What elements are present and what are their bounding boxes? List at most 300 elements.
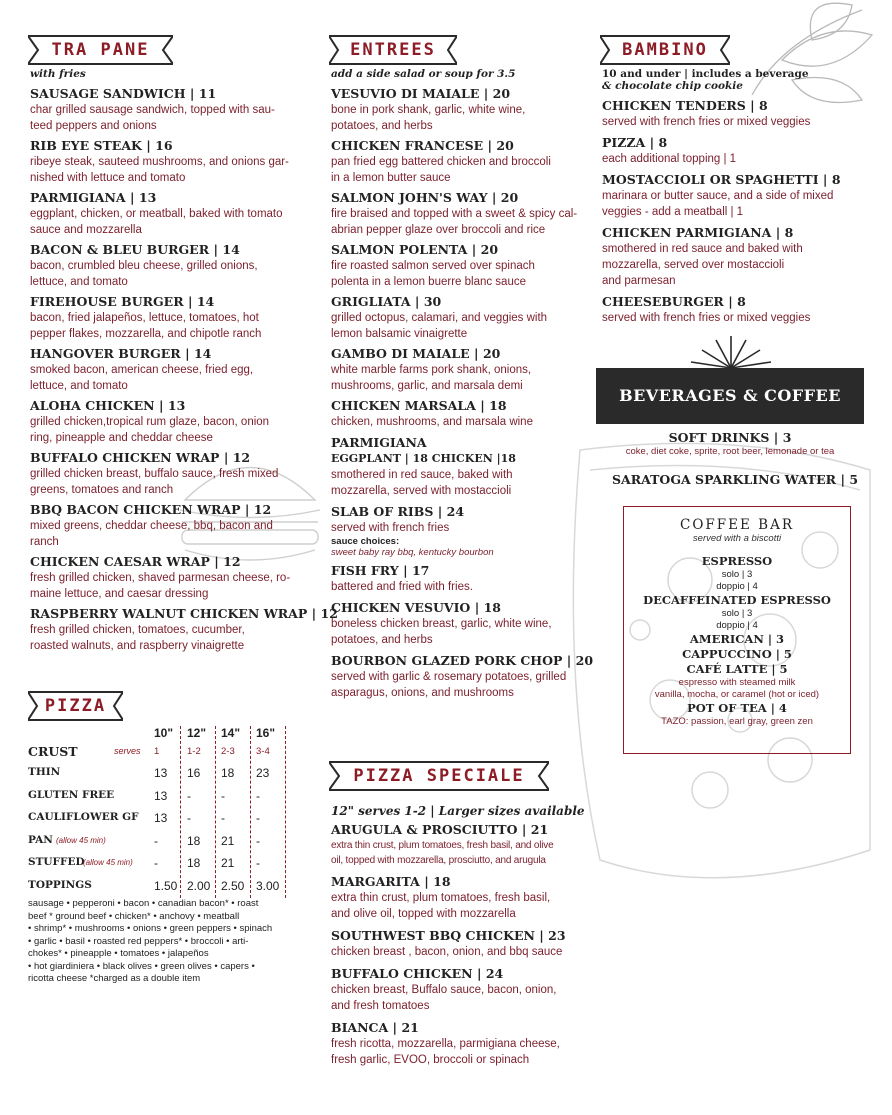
decaf-name: DECAFFEINATED ESPRESSO: [643, 593, 831, 607]
item-price: | 5: [840, 472, 859, 487]
item-desc: served with garlic & rosemary potatoes, grilled: [331, 671, 567, 683]
tea-name: POT OF TEA | 4: [687, 701, 787, 715]
menu-item: [331, 822, 593, 868]
item-desc: polenta in a lemon buerre blanc sauce: [331, 276, 526, 288]
item-title: CHICKEN MARSALA: [331, 398, 476, 413]
beverages-title: BEVERAGES & COFFEE: [619, 386, 841, 405]
size-14: 14": [221, 726, 241, 740]
column-divider: [250, 726, 251, 898]
item-title: VESUVIO DI MAIALE: [331, 86, 480, 101]
item-name: [602, 172, 877, 188]
soft-drinks-desc: coke, diet coke, sprite, root beer, lemonade or tea: [625, 446, 835, 457]
pizza-price: -: [187, 811, 191, 825]
item-price: | 11: [189, 86, 217, 101]
pizza-price: 18: [187, 833, 201, 848]
item-desc: served with french fries: [331, 522, 450, 534]
tra-pane-section: [30, 68, 338, 654]
item-title: CHICKEN PARMIGIANA: [602, 225, 772, 240]
item-name: [30, 554, 315, 570]
item-desc: teed peppers and onions: [30, 120, 157, 132]
toppings-list: [28, 898, 318, 986]
item-desc: ring, pineapple and cheddar cheese: [30, 432, 213, 444]
pizza-price: 2.00: [187, 878, 211, 893]
espresso-solo: solo | 3: [721, 569, 753, 580]
item-name: [30, 502, 315, 518]
item-desc: eggplant, chicken, or meatball, baked with tomato: [30, 208, 283, 220]
item-desc: and olive oil, topped with mozzarella: [331, 908, 516, 920]
item-price: | 24: [476, 966, 504, 981]
item-name: [30, 450, 315, 466]
item-desc: fresh ricotta, mozzarella, parmigiana cheese,: [331, 1038, 560, 1050]
item-desc: veggies - add a meatball | 1: [602, 206, 744, 218]
pizza-row-name: THIN: [28, 766, 61, 778]
pizza-price: -: [256, 856, 260, 870]
item-desc: smothered in red sauce, baked with: [331, 469, 513, 481]
soft-drinks: [596, 430, 864, 457]
item-desc: pepper flakes, mozzarella, and chipotle ranch: [30, 328, 262, 340]
item-title: CHEESEBURGER: [602, 294, 724, 309]
item-name: [331, 346, 596, 362]
item-title: BIANCA: [331, 1020, 389, 1035]
item-desc: nished with lettuce and tomato: [30, 172, 186, 184]
pizza-price: -: [154, 856, 158, 870]
item-desc: ranch: [30, 536, 59, 548]
item-desc: oil, topped with mozzarella, prosciutto, and arugula: [331, 855, 546, 866]
decaf-doppio: doppio | 4: [716, 620, 758, 631]
latte-desc-2: vanilla, mocha, or caramel (hot or iced): [654, 689, 820, 700]
item-name: [30, 86, 315, 102]
item-name: [331, 86, 596, 102]
menu-item: [331, 1020, 593, 1068]
serves-label: serves: [114, 746, 141, 756]
item-title: BBQ BACON CHICKEN WRAP: [30, 502, 241, 517]
item-title: ALOHA CHICKEN: [30, 398, 155, 413]
item-title: SOUTHWEST BBQ CHICKEN: [331, 928, 535, 943]
menu-item: [602, 135, 877, 167]
item-desc: bone in pork shank, garlic, white wine,: [331, 104, 526, 116]
item-desc: sauce and mozzarella: [30, 224, 142, 236]
pizza-price: 18: [221, 766, 235, 780]
column-divider: [215, 726, 216, 898]
soft-drinks-name: [596, 430, 864, 446]
item-price: | 12: [223, 450, 251, 465]
item-name: [30, 138, 315, 154]
item-title: RIB EYE STEAK: [30, 138, 142, 153]
item-price: | 30: [414, 294, 442, 309]
item-desc: fire braised and topped with a sweet & spicy cal-: [331, 208, 578, 220]
pizza-row-name: GLUTEN FREE: [28, 788, 115, 801]
latte-name: CAFÉ LATTE | 5: [686, 662, 788, 676]
bambino-subtitle-2: & chocolate chip cookie: [602, 80, 743, 92]
latte-desc-1: espresso with steamed milk: [678, 677, 796, 688]
size-10: 10": [154, 726, 174, 740]
toppings-line: chokes* • pineapple • tomatoes • jalapeños: [28, 948, 209, 959]
size-16: 16": [256, 726, 276, 740]
item-price: | 14: [187, 294, 215, 309]
bambino-banner: [600, 34, 730, 66]
item-price: | 8: [649, 135, 668, 150]
item-price: | 20: [474, 346, 501, 361]
item-title: FIREHOUSE BURGER: [30, 294, 184, 309]
pizza-price: 13: [154, 766, 168, 780]
item-desc: bacon, crumbled bleu cheese, grilled onions,: [30, 260, 258, 272]
item-desc: boneless chicken breast, garlic, white wine,: [331, 618, 552, 630]
item-title: BUFFALO CHICKEN: [331, 966, 473, 981]
item-title: GAMBO DI MAIALE: [331, 346, 470, 361]
item-name: [30, 294, 315, 310]
pizza-row-note: (allow 45 min): [83, 858, 133, 867]
tea-desc: TAZO: passion, earl gray, green zen: [661, 716, 813, 727]
item-desc: and fresh tomatoes: [331, 1000, 430, 1012]
item-title: SLAB OF RIBS: [331, 504, 434, 519]
item-title: MARGARITA: [331, 874, 420, 889]
item-name: [602, 98, 877, 114]
item-price: | 8: [775, 225, 794, 240]
speciale-list: [331, 822, 593, 1068]
item-desc: in a lemon butter sauce: [331, 172, 451, 184]
item-name: [331, 504, 596, 520]
pizza-price: -: [154, 833, 158, 848]
item-title: BUFFALO CHICKEN WRAP: [30, 450, 220, 465]
pizza-price: 21: [221, 833, 235, 848]
toppings-line: beef * ground beef • chicken* • anchovy • meatball: [28, 910, 240, 922]
item-price: | 18: [424, 874, 451, 889]
entrees-section: [331, 68, 596, 701]
tra-pane-title: TRA PANE: [51, 40, 150, 60]
item-name: [331, 138, 596, 154]
item-title: SALMON POLENTA: [331, 242, 468, 257]
item-desc: grilled octopus, calamari, and veggies with: [331, 312, 548, 324]
pizza-row-name: PAN: [28, 833, 53, 846]
item-name: [331, 966, 593, 982]
item-name: [331, 398, 596, 414]
item-name: [331, 653, 596, 669]
sauce-choices: sweet baby ray bbq, kentucky bourbon: [331, 547, 494, 558]
item-title: PARMIGIANA: [30, 190, 126, 205]
item-price: | 17: [403, 563, 430, 578]
item-desc: asparagus, onions, and mushrooms: [331, 687, 514, 699]
pizza-row-name: TOPPINGS: [28, 878, 92, 891]
item-price: | 8: [750, 98, 768, 113]
item-name: [30, 242, 315, 258]
toppings-line: ricotta cheese *charged as a double item: [28, 973, 201, 984]
column-divider: [180, 726, 181, 898]
item-price: | 14: [185, 346, 212, 361]
item-name: [331, 822, 593, 838]
item-name: [331, 600, 596, 616]
toppings-lines: [28, 898, 318, 986]
item-price: | 21: [392, 1020, 419, 1035]
menu-item: [30, 554, 315, 602]
item-name: [30, 346, 315, 362]
menu-item: [602, 98, 877, 130]
pizza-price: -: [256, 788, 260, 803]
item-price: | 3: [773, 430, 792, 445]
item-name: [602, 225, 877, 241]
item-desc: lettuce, and tomato: [30, 380, 128, 392]
item-desc: mixed greens, cheddar cheese, bbq, bacon and: [30, 520, 273, 532]
serves-3: 2-3: [221, 746, 235, 757]
toppings-line: • hot giardiniera • black olives • green olives • capers •: [28, 960, 255, 972]
pizza-price: 13: [154, 788, 168, 803]
pizza-price: -: [221, 788, 225, 803]
pizza-speciale-banner: [329, 760, 549, 792]
item-price: | 8: [822, 172, 841, 187]
item-name: [331, 874, 593, 890]
item-title: BACON & BLEU BURGER: [30, 242, 210, 257]
column-divider: [285, 726, 286, 898]
item-desc: chicken, mushrooms, and marsala wine: [331, 416, 533, 428]
item-title: ARUGULA & PROSCIUTTO: [331, 822, 518, 837]
item-desc: mushrooms, garlic, and marsala demi: [331, 380, 523, 392]
item-desc: lettuce, and tomato: [30, 276, 128, 288]
item-desc: extra thin crust, plum tomatoes, fresh basil,: [331, 892, 551, 904]
menu-item: [30, 242, 315, 290]
item-price: | 12: [214, 554, 241, 569]
item-name: [602, 294, 877, 310]
item-name: [331, 242, 596, 258]
item-title: MOSTACCIOLI OR SPAGHETTI: [602, 172, 819, 187]
item-title: CHICKEN VESUVIO: [331, 600, 471, 615]
item-desc: white marble farms pork shank, onions,: [331, 364, 532, 376]
item-desc: char grilled sausage sandwich, topped with sau-: [30, 104, 275, 116]
menu-item: [331, 435, 596, 499]
pizza-price: -: [221, 811, 225, 825]
tra-pane-subtitle: with fries: [30, 68, 86, 80]
item-price: | 20: [471, 242, 499, 257]
item-price: | 23: [539, 928, 566, 943]
item-title: FISH FRY: [331, 563, 399, 578]
item-title: CHICKEN CAESAR WRAP: [30, 554, 210, 569]
item-name: [331, 928, 593, 944]
item-desc: pan fried egg battered chicken and broccoli: [331, 156, 551, 168]
tra-pane-list: [30, 86, 338, 654]
menu-item: [30, 606, 338, 654]
item-desc: fresh grilled chicken, tomatoes, cucumber,: [30, 624, 245, 636]
item-name: [602, 135, 877, 151]
pizza-row-name: CAULIFLOWER GF: [28, 811, 139, 823]
item-desc: potatoes, and herbs: [331, 120, 433, 132]
pizza-row-name: STUFFED: [28, 856, 85, 868]
pizza-speciale-section: [331, 804, 593, 1068]
pizza-row-note: (allow 45 min): [56, 835, 106, 845]
tra-pane-banner: [28, 34, 173, 66]
item-name: [331, 190, 596, 206]
toppings-line: • shrimp* • mushrooms • onions • green peppers • spinach: [28, 923, 273, 934]
entrees-subtitle: add a side salad or soup for 3.5: [331, 68, 516, 80]
item-desc: smoked bacon, american cheese, fried egg,: [30, 364, 254, 376]
item-name: [30, 606, 338, 622]
toppings-line: sausage • pepperoni • bacon • canadian bacon* • roast: [28, 898, 259, 909]
menu-item: [331, 653, 596, 701]
item-title: RASPBERRY WALNUT CHICKEN WRAP: [30, 606, 308, 621]
pizza-speciale-title: PIZZA SPECIALE: [353, 766, 525, 786]
beverages-header: [596, 368, 864, 424]
item-desc: maine lettuce, and caesar dressing: [30, 588, 209, 600]
crust-label: CRUST: [28, 744, 78, 759]
pizza-price: 1.50: [154, 878, 178, 893]
item-desc: bacon, fried jalapeños, lettuce, tomatoes, hot: [30, 312, 259, 324]
item-price: | 20: [483, 86, 511, 101]
pizza-price: 16: [187, 766, 201, 780]
item-price: | 13: [129, 190, 157, 205]
item-price: | 14: [213, 242, 240, 257]
coffee-bar-box: [623, 506, 851, 754]
menu-item: [331, 294, 596, 342]
item-desc: abrian pepper glaze over broccoli and rice: [331, 224, 546, 236]
item-desc: mozzarella, served over mostaccioli: [602, 259, 785, 271]
pizza-price: 3.00: [256, 878, 280, 893]
menu-item: [602, 294, 877, 326]
serves-4: 3-4: [256, 746, 270, 757]
item-price: | 20: [487, 138, 514, 153]
saratoga-name: [612, 472, 882, 488]
decaf-solo: solo | 3: [721, 608, 753, 619]
menu-item: [331, 398, 596, 430]
item-desc: marinara or butter sauce, and a side of mixed: [602, 190, 834, 202]
item-name: [331, 563, 596, 579]
item-desc: roasted walnuts, and raspberry vinaigrette: [30, 640, 245, 652]
menu-item: [331, 346, 596, 394]
item-desc: extra thin crust, plum tomatoes, fresh basil, and olive: [331, 840, 554, 851]
item-name: [30, 190, 315, 206]
item-desc: ribeye steak, sauteed mushrooms, and onions gar-: [30, 156, 289, 168]
item-price: | 20: [491, 190, 519, 205]
item-title: CHICKEN FRANCESE: [331, 138, 484, 153]
item-title: CHICKEN TENDERS: [602, 98, 746, 113]
item-desc: served with french fries or mixed veggies: [602, 116, 811, 128]
menu-item: [30, 502, 315, 550]
item-desc: lemon balsamic vinaigrette: [331, 328, 468, 340]
pizza-price: -: [256, 811, 260, 825]
item-price: | 18: [474, 600, 501, 615]
item-name: [331, 294, 596, 310]
item-desc: chicken breast, Buffalo sauce, bacon, onion,: [331, 984, 557, 996]
item-desc: and parmesan: [602, 275, 676, 287]
coffee-bar-title: COFFEE BAR: [680, 517, 794, 533]
item-title: PIZZA: [602, 135, 646, 150]
pizza-banner: [28, 690, 123, 722]
item-price: | 13: [158, 398, 186, 413]
pizza-price: 2.50: [221, 878, 245, 893]
item-price: | 8: [728, 294, 746, 309]
menu-item: [30, 450, 315, 498]
menu-item: [602, 225, 877, 289]
item-price: | 18: [480, 398, 507, 413]
item-desc: fresh grilled chicken, shaved parmesan cheese, ro-: [30, 572, 291, 584]
menu-item: [331, 190, 596, 238]
item-desc: smothered in red sauce and baked with: [602, 243, 803, 255]
item-name: PARMIGIANA: [331, 435, 427, 450]
menu-item: [331, 242, 596, 290]
bambino-title: BAMBINO: [622, 40, 708, 60]
espresso-name: ESPRESSO: [701, 554, 773, 568]
item-title: SALMON JOHN'S WAY: [331, 190, 488, 205]
item-desc: greens, tomatoes and ranch: [30, 484, 174, 496]
menu-item: [602, 172, 877, 220]
item-title: SOFT DRINKS: [668, 430, 770, 445]
saratoga-water: [612, 472, 882, 488]
toppings-line: • garlic • basil • roasted red peppers* • broccoli • arti-: [28, 935, 249, 947]
item-price: | 12: [311, 606, 338, 621]
item-name: [331, 1020, 593, 1036]
item-name: [30, 398, 315, 414]
menu-item: [331, 504, 596, 558]
entrees-title: ENTREES: [350, 40, 436, 60]
menu-item: [331, 874, 593, 922]
item-desc: fire roasted salmon served over spinach: [331, 260, 535, 272]
serves-1: 1: [154, 746, 160, 757]
pizza-price: 23: [256, 766, 270, 780]
item-desc: potatoes, and herbs: [331, 634, 433, 646]
menu-item: [30, 138, 315, 186]
serves-2: 1-2: [187, 746, 201, 757]
sauce-label: sauce choices:: [331, 536, 400, 547]
menu-item: [30, 86, 315, 134]
espresso-doppio: doppio | 4: [716, 581, 758, 592]
item-desc: each additional topping | 1: [602, 153, 737, 165]
menu-item: [331, 600, 596, 648]
coffee-bar-subtitle: served with a biscotti: [692, 533, 782, 544]
pizza-speciale-subtitle: 12" serves 1-2 | Larger sizes available: [331, 804, 585, 818]
menu-item: [331, 86, 596, 134]
item-desc: grilled chicken,tropical rum glaze, bacon, onion: [30, 416, 270, 428]
item-price: | 21: [521, 822, 549, 837]
menu-item: [30, 398, 315, 446]
item-price: | 20: [566, 653, 594, 668]
bambino-subtitle-1: 10 and under | includes a beverage: [602, 68, 809, 80]
item-title: SARATOGA SPARKLING WATER: [612, 472, 837, 487]
item-prices: EGGPLANT | 18 CHICKEN |18: [331, 452, 516, 465]
pizza-title: PIZZA: [44, 696, 107, 716]
entrees-list-2: [331, 563, 596, 701]
item-title: GRIGLIATA: [331, 294, 411, 309]
menu-item: [30, 346, 315, 394]
item-desc: fresh garlic, EVOO, broccoli or spinach: [331, 1054, 530, 1066]
pizza-price: -: [256, 833, 260, 848]
pizza-price: 13: [154, 811, 168, 825]
bambino-section: [602, 68, 877, 326]
item-desc: battered and fried with fries.: [331, 581, 473, 593]
bambino-list: [602, 98, 877, 326]
item-price: | 24: [437, 504, 465, 519]
menu-item: [30, 294, 315, 342]
pizza-price: -: [187, 788, 191, 803]
entrees-banner: [329, 34, 457, 66]
menu-item: [331, 563, 596, 595]
item-desc: served with french fries or mixed veggies: [602, 312, 811, 324]
item-price: | 16: [146, 138, 173, 153]
item-price: | 12: [244, 502, 272, 517]
item-desc: mozzarella, served with mostaccioli: [331, 485, 512, 497]
item-title: BOURBON GLAZED PORK CHOP: [331, 653, 563, 668]
size-12: 12": [187, 726, 207, 740]
sunburst-icon: [686, 330, 776, 370]
pizza-price: 18: [187, 856, 201, 870]
item-title: HANGOVER BURGER: [30, 346, 181, 361]
item-title: SAUSAGE SANDWICH: [30, 86, 186, 101]
menu-item: [331, 928, 593, 960]
menu-item: [30, 190, 315, 238]
pizza-price: 21: [221, 856, 235, 870]
menu-item: [331, 138, 596, 186]
american-name: AMERICAN | 3: [689, 632, 785, 646]
cappuccino-name: CAPPUCCINO | 5: [682, 647, 792, 661]
entrees-list: [331, 86, 596, 430]
item-desc: chicken breast , bacon, onion, and bbq sauce: [331, 946, 563, 958]
menu-item: [331, 966, 593, 1014]
item-desc: grilled chicken breast, buffalo sauce, fresh mixed: [30, 468, 279, 480]
